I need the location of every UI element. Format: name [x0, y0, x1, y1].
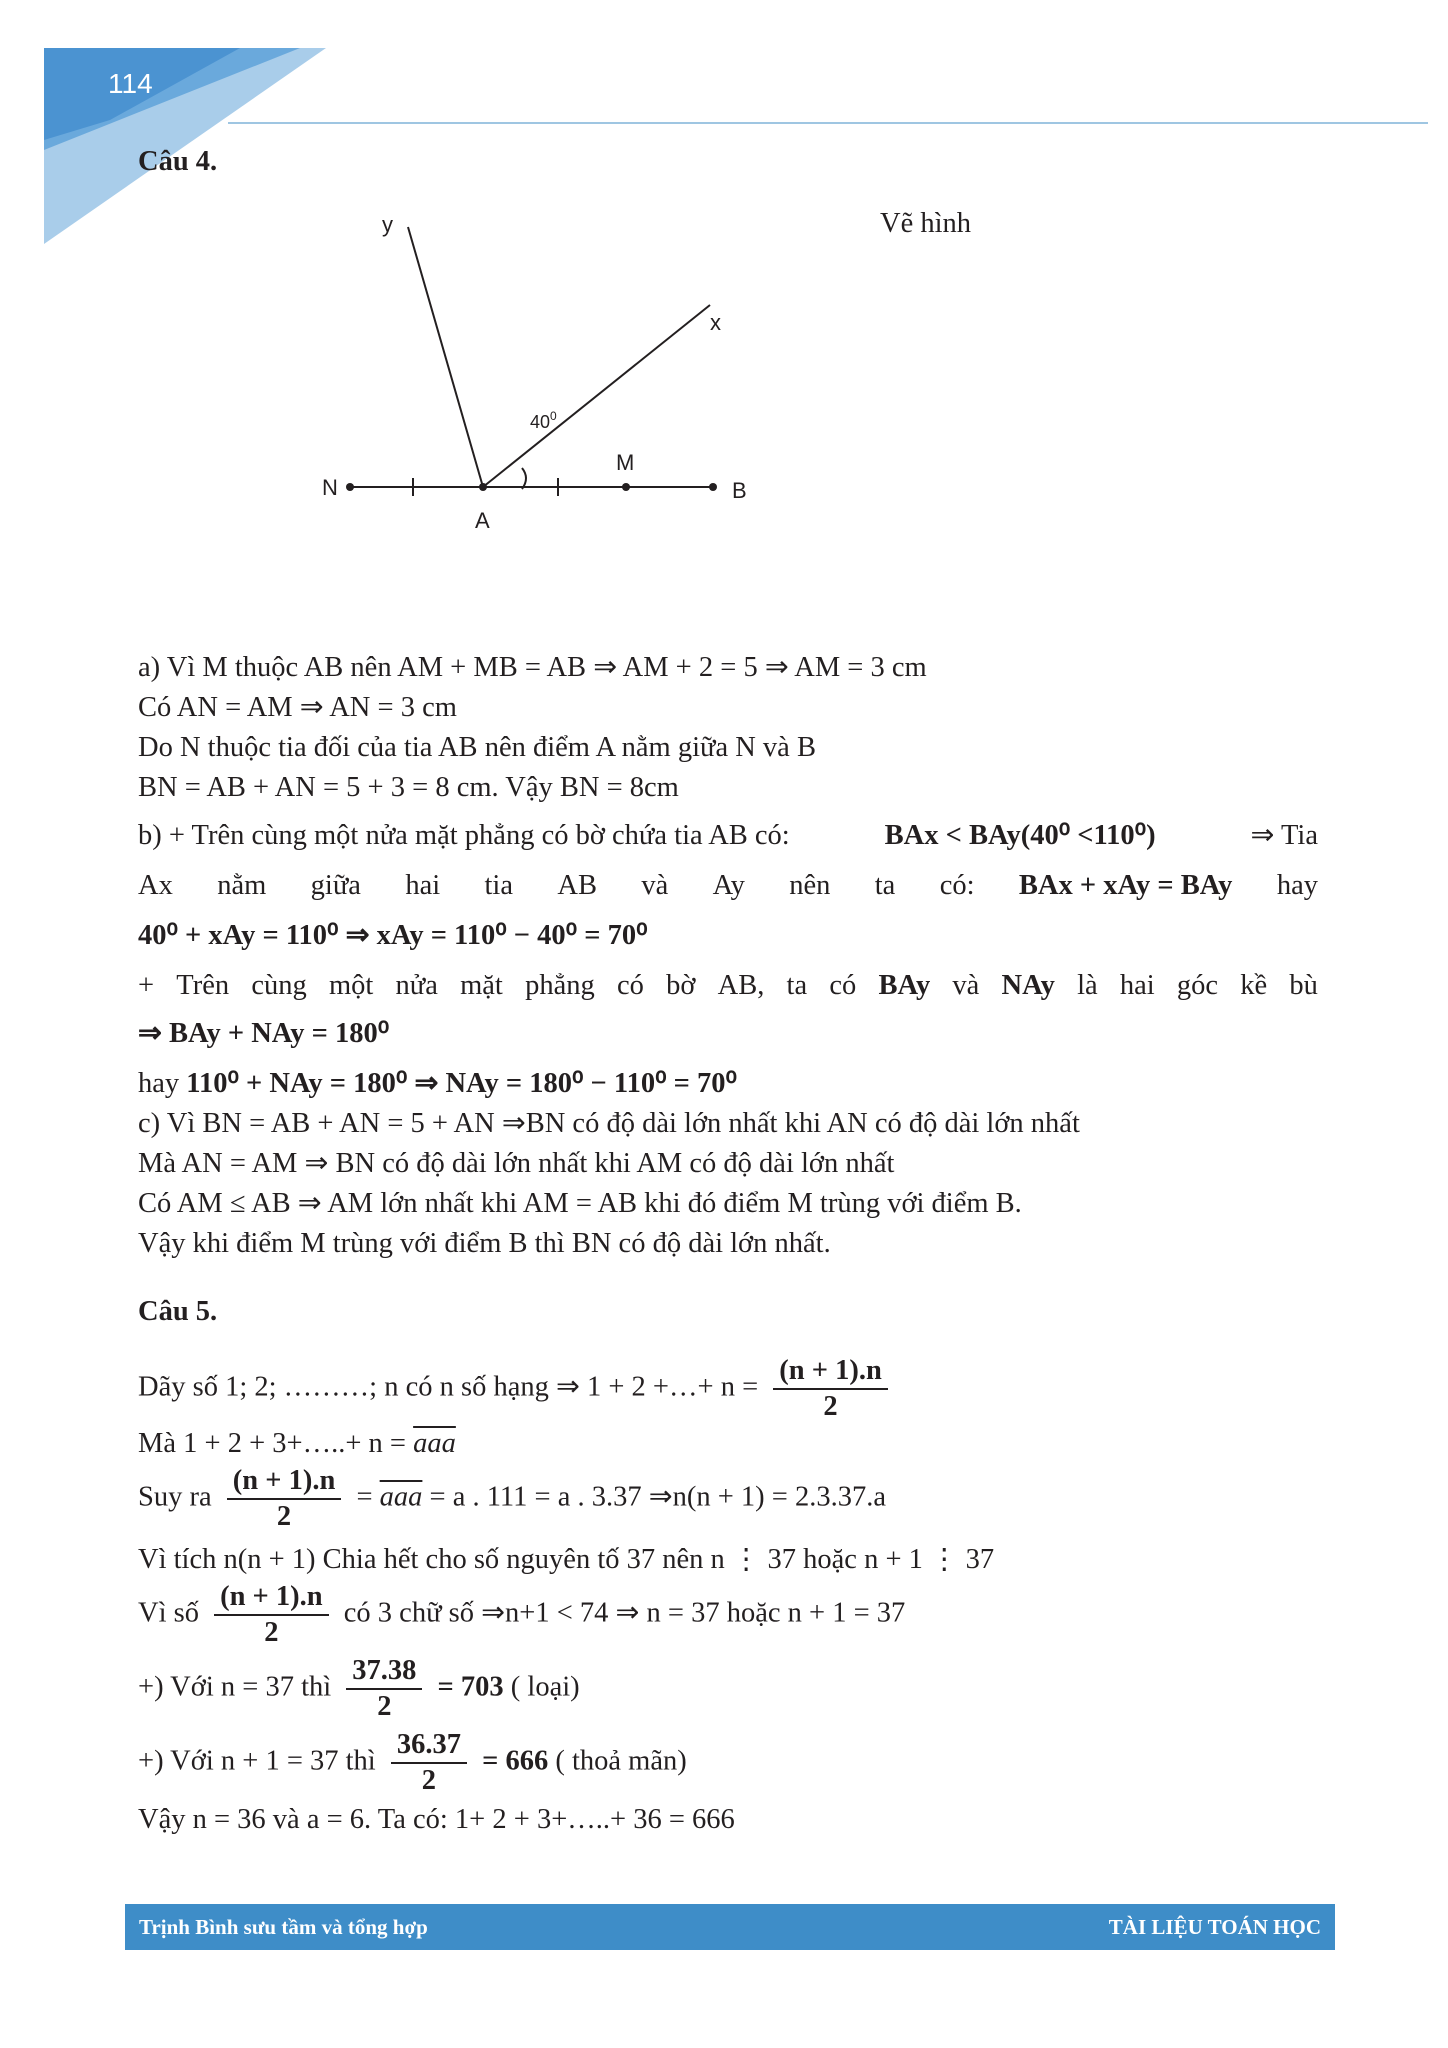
q4-b2-w3: hai — [405, 870, 441, 901]
figure-caption: Vẽ hình — [880, 208, 972, 239]
fraction-n-den: 2 — [823, 1391, 838, 1422]
q4-b1-end: ⇒ Tia — [1250, 820, 1318, 851]
q5-l3-post: = a . 111 = a . 3.37 ⇒n(n + 1) = 2.3.37.a — [429, 1481, 887, 1513]
q5-l1-text: Dãy số 1; 2; ………; n có n số hạng ⇒ 1 + 2 +…+ n = — [138, 1371, 759, 1403]
footer-right: TÀI LIỆU TOÁN HỌC — [1108, 1915, 1321, 1939]
q4-b1 — [138, 816, 1318, 856]
footer-left: Trịnh Bình sưu tầm và tổng hợp — [139, 1915, 428, 1939]
q5-l3-pre: Suy ra — [138, 1481, 212, 1513]
q5-title: Câu 5. — [138, 1296, 218, 1327]
q5-l7-res: = 666 — [482, 1745, 549, 1777]
q4-b4 — [138, 966, 1318, 1006]
q4-title: Câu 4. — [138, 146, 218, 177]
q4-b2-w6: và — [641, 870, 669, 901]
q5-l7 — [138, 1728, 1328, 1798]
point-n — [346, 483, 354, 491]
label-m: M — [616, 450, 635, 475]
fraction-a — [346, 1654, 422, 1724]
angle-arc — [522, 468, 526, 489]
header-rule — [228, 122, 1428, 124]
q4-b4-w14: NAy — [1001, 970, 1055, 1001]
q5-l2-text: Mà 1 + 2 + 3+…..+ n = — [138, 1428, 406, 1459]
q5-l1 — [138, 1354, 1328, 1424]
q4-b2 — [138, 866, 1318, 906]
q4-b5: ⇒ BAy + NAy = 180⁰ — [138, 1018, 390, 1049]
q4-b2-w8: nên — [789, 870, 831, 901]
fraction-b-num: 36.37 — [391, 1728, 467, 1764]
footer-bar — [125, 1904, 1335, 1950]
q4-b4-w16: hai — [1119, 970, 1155, 1001]
q4-b6-text: hay — [138, 1068, 180, 1099]
q4-b1-text: b) + Trên cùng một nửa mặt phẳng có bờ chứa tia AB có: — [138, 820, 790, 851]
q4-c1: c) Vì BN = AB + AN = 5 + AN ⇒BN có độ dài lớn nhất khi AN có độ dài lớn nhất — [138, 1108, 1080, 1139]
q5-l7-post: ( thoả mãn) — [555, 1745, 687, 1777]
q5-l6-pre: +) Với n = 37 thì — [138, 1671, 332, 1703]
q4-c3: Có AM ≤ AB ⇒ AM lớn nhất khi AM = AB khi đó điểm M trùng với điểm B. — [138, 1188, 1022, 1219]
q5-l6-post: ( loại) — [510, 1671, 580, 1703]
label-b: B — [732, 478, 747, 503]
fraction-n-num: (n + 1).n — [773, 1354, 888, 1390]
q4-b4-w7: có — [616, 970, 644, 1001]
q5-aaa: $\overline{aaa}$ — [413, 1428, 456, 1459]
q4-b4-w3: một — [328, 970, 374, 1001]
q4-b4-w2: cùng — [251, 970, 307, 1001]
ray-ax — [483, 305, 710, 487]
point-m — [622, 483, 630, 491]
q4-b2-w7: Ay — [712, 870, 745, 901]
q4-b2-math: BAx + xAy = BAy — [1018, 870, 1233, 901]
label-angle: $40^0$ — [530, 409, 557, 432]
q4-b6-math: 110⁰ + NAy = 180⁰ ⇒ NAy = 180⁰ − 110⁰ = 70⁰ — [186, 1068, 737, 1099]
fraction-b — [391, 1728, 467, 1798]
page-number: 114 — [108, 68, 153, 99]
label-n: N — [322, 475, 338, 500]
fraction-n — [773, 1354, 888, 1424]
point-a — [479, 483, 487, 491]
q5-l3 — [138, 1464, 1328, 1534]
q4-b1-math: BAx < BAy(40⁰ <110⁰) — [884, 820, 1156, 851]
q4-b2-w0: Ax — [138, 870, 173, 901]
q4-b6 — [138, 1064, 1328, 1104]
ray-ay — [408, 227, 483, 487]
q4-a1: a) Vì M thuộc AB nên AM + MB = AB ⇒ AM + 2 = 5 ⇒ AM = 3 cm — [138, 652, 927, 683]
fraction-n-3 — [214, 1580, 329, 1650]
q4-b4-w17: góc — [1176, 970, 1219, 1001]
q5-l7-pre: +) Với n + 1 = 37 thì — [138, 1745, 376, 1777]
q5-section — [138, 1292, 1328, 1840]
fraction-n-2 — [227, 1464, 342, 1534]
label-x: x — [710, 310, 721, 335]
q4-b4-w18: kề — [1240, 970, 1268, 1001]
q4-b4-w5: mặt — [460, 970, 503, 1001]
q4-b2-w5: AB — [557, 870, 597, 901]
q4-b4-w11: có — [829, 970, 857, 1001]
q4-b2-end: hay — [1276, 870, 1318, 901]
q5-l6-res: = 703 — [437, 1671, 504, 1703]
figure-caption-wrap — [880, 204, 1180, 244]
q4-b2-w2: giữa — [310, 870, 361, 901]
q4-b4-w15: là — [1077, 970, 1098, 1001]
q4-c4: Vậy khi điểm M trùng với điểm B thì BN có độ dài lớn nhất. — [138, 1228, 831, 1259]
q4-b2-w1: nằm — [217, 870, 267, 901]
q4-b4-w1: Trên — [176, 970, 230, 1001]
q4-b2-w9: ta — [874, 870, 896, 901]
q4-body — [138, 648, 1328, 1264]
q4-b4-w19: bù — [1289, 970, 1318, 1001]
label-a: A — [475, 508, 490, 533]
corner-decoration — [0, 0, 330, 250]
fraction-a-den: 2 — [377, 1691, 392, 1722]
q5-l2 — [138, 1424, 1328, 1464]
q4-b4-w10: ta — [786, 970, 808, 1001]
q4-b4-w9: AB, — [717, 970, 765, 1001]
q5-l4: Vì tích n(n + 1) Chia hết cho số nguyên tố 37 nên n ⋮ 37 hoặc n + 1 ⋮ 37 — [138, 1544, 995, 1575]
q4-b4-w4: nửa — [395, 970, 438, 1001]
q4-b2-w10: có: — [939, 870, 975, 901]
q4-b4-w8: bờ — [666, 970, 696, 1001]
fraction-a-num: 37.38 — [346, 1654, 422, 1690]
geometry-figure — [300, 200, 780, 540]
q5-l5-pre: Vì số — [138, 1597, 199, 1629]
q4-c2: Mà AN = AM ⇒ BN có độ dài lớn nhất khi AM có độ dài lớn nhất — [138, 1148, 895, 1179]
fraction-n-2-den: 2 — [276, 1501, 292, 1532]
fraction-n-2-num: (n + 1).n — [227, 1464, 342, 1500]
q4-a2: Có AN = AM ⇒ AN = 3 cm — [138, 692, 457, 723]
q5-l6 — [138, 1654, 1328, 1724]
q4-b4-w12: BAy — [878, 970, 931, 1001]
q4-b4-w6: phẳng — [525, 970, 595, 1001]
label-y: y — [382, 212, 393, 237]
q4-section — [138, 142, 1328, 182]
q5-l8: Vậy n = 36 và a = 6. Ta có: 1+ 2 + 3+…..+ 36 = 666 — [138, 1804, 735, 1835]
fraction-n-3-num: (n + 1).n — [214, 1580, 329, 1616]
q5-l5 — [138, 1580, 1328, 1650]
q4-b4-w13: và — [952, 970, 980, 1001]
point-b — [709, 483, 717, 491]
fraction-b-den: 2 — [421, 1765, 437, 1796]
q5-aaa-2: $\overline{aaa}$ — [379, 1481, 423, 1513]
q4-b2-w4: tia — [484, 870, 514, 901]
fraction-n-3-den: 2 — [264, 1617, 279, 1648]
q4-a3: Do N thuộc tia đối của tia AB nên điểm A nằm giữa N và B — [138, 732, 816, 763]
q4-a4: BN = AB + AN = 5 + 3 = 8 cm. Vậy BN = 8cm — [138, 772, 679, 803]
q4-b3: 40⁰ + xAy = 110⁰ ⇒ xAy = 110⁰ − 40⁰ = 70⁰ — [138, 920, 648, 951]
q5-l5-post: có 3 chữ số ⇒n+1 < 74 ⇒ n = 37 hoặc n + 1 = 37 — [343, 1597, 906, 1629]
q5-l3-eq: = — [356, 1481, 373, 1513]
q4-b4-w0: + — [138, 970, 155, 1001]
